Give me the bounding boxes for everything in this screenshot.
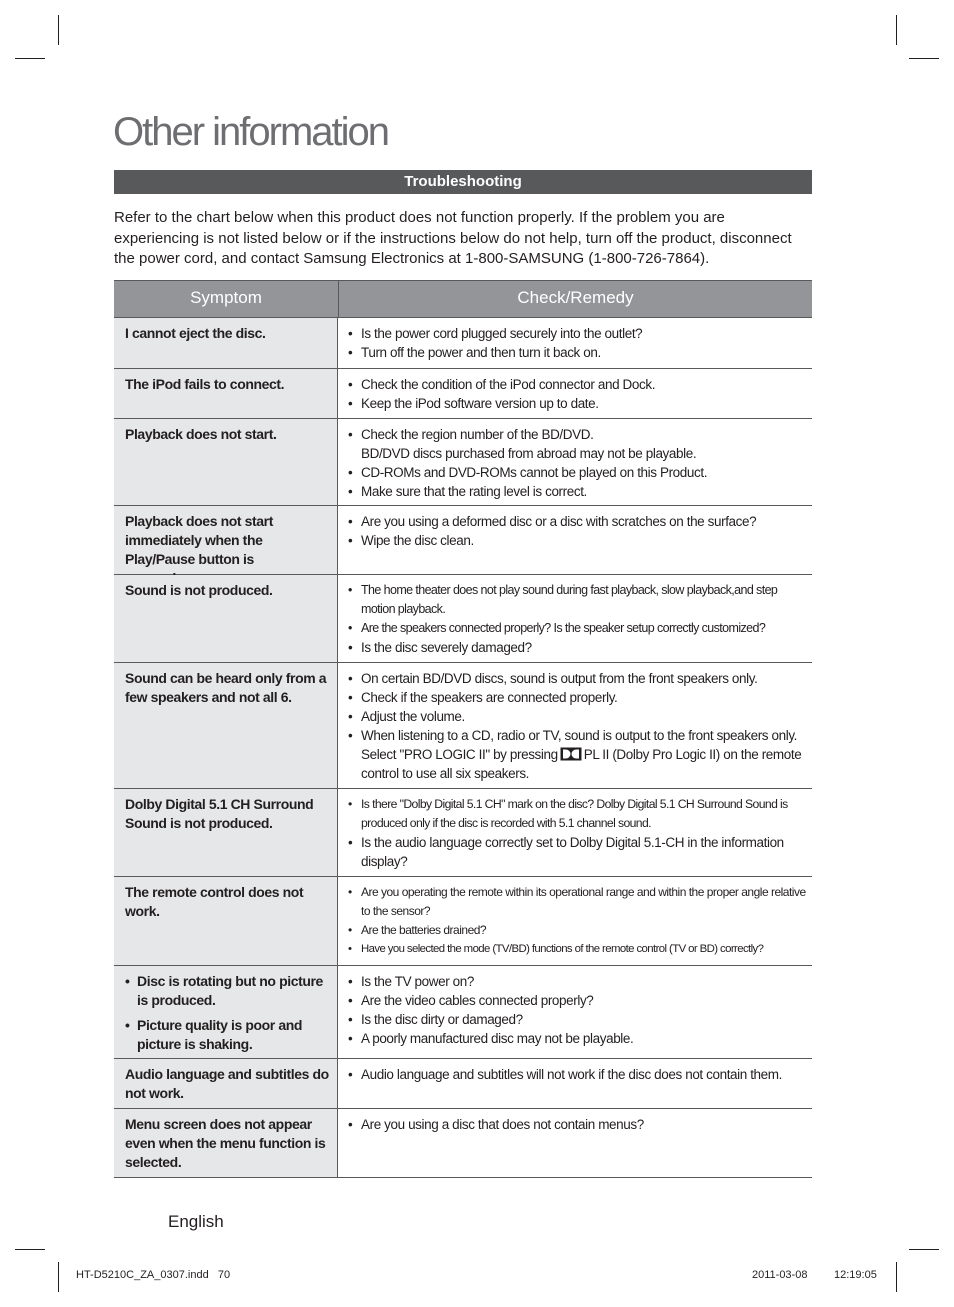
remedy-item: • Are you using a deformed disc or a disc with scratches on the surface? xyxy=(348,512,806,531)
crop-mark xyxy=(909,58,939,59)
remedy-item: • Is there "Dolby Digital 5.1 CH" mark on the disc? Dolby Digital 5.1 CH Surround Sound is produced only if the disc is recorded with 5.1 channel sound. xyxy=(348,795,806,833)
table-row xyxy=(114,789,812,877)
remedy-cell xyxy=(338,663,812,788)
symptom-cell: Dolby Digital 5.1 CH Surround Sound is not produced. xyxy=(114,789,338,876)
table-row xyxy=(114,506,812,575)
remedy-text: When listening to a CD, radio or TV, sound is output to the front speakers only. Select "PRO LOGIC II" by pressing xyxy=(361,728,798,762)
remedy-item: • The home theater does not play sound during fast playback, slow playback,and step motion playback. xyxy=(348,581,806,619)
remedy-item: • Check the condition of the iPod connector and Dock. xyxy=(348,375,806,394)
remedy-item: • Are the video cables connected properly? xyxy=(348,991,806,1010)
remedy-item: • Is the TV power on? xyxy=(348,972,806,991)
crop-mark xyxy=(15,58,45,59)
remedy-item: • Is the audio language correctly set to Dolby Digital 5.1-CH in the information display? xyxy=(348,833,806,871)
footer-date: 2011-03-08 xyxy=(752,1269,808,1281)
crop-mark xyxy=(58,1262,59,1292)
remedy-cell xyxy=(338,877,812,965)
table-row xyxy=(114,1109,812,1178)
symptom-cell: Menu screen does not appear even when the menu function is selected. xyxy=(114,1109,338,1177)
table-row xyxy=(114,575,812,663)
symptom-cell: Sound is not produced. xyxy=(114,575,338,662)
remedy-text: BD/DVD discs purchased from abroad may not be playable. xyxy=(361,446,697,461)
symptom-cell: Audio language and subtitles do not work. xyxy=(114,1059,338,1108)
remedy-item: • Are you operating the remote within its operational range and within the proper angle relative to the sensor? xyxy=(348,883,806,921)
page-title: Other information xyxy=(113,110,389,154)
remedy-text: PL II (Dolby Pro Logic II) on the remote control to use all six speakers. xyxy=(361,747,802,781)
remedy-text: Check the region number of the BD/DVD. xyxy=(361,427,594,442)
remedy-item xyxy=(348,726,806,783)
remedy-item: • Audio language and subtitles will not work if the disc does not contain them. xyxy=(348,1065,806,1084)
column-header-remedy: Check/Remedy xyxy=(517,288,634,307)
footer-time: 12:19:05 xyxy=(834,1269,877,1281)
remedy-item: • On certain BD/DVD discs, sound is output from the front speakers only. xyxy=(348,669,806,688)
footer-language: English xyxy=(168,1212,224,1231)
table-row xyxy=(114,966,812,1059)
remedy-cell xyxy=(338,1109,812,1177)
table-row xyxy=(114,877,812,966)
remedy-item: • Check if the speakers are connected properly. xyxy=(348,688,806,707)
table-row xyxy=(114,1059,812,1109)
remedy-item: • Make sure that the rating level is correct. xyxy=(348,482,806,501)
symptom-cell: Playback does not start immediately when the Play/Pause button is xyxy=(114,506,338,574)
remedy-item: • Are the batteries drained? xyxy=(348,921,806,940)
remedy-item: • Are you using a disc that does not contain menus? xyxy=(348,1115,806,1134)
intro-paragraph: Refer to the chart below when this product does not function properly. If the problem you are experiencing is not listed below or if the instructions below do not help, turn off the product, disconnect the power cord, and contact Samsung Electronics at 1-800-SAMSUNG (1-800-726-7864). xyxy=(114,209,792,267)
remedy-item: • Is the disc dirty or damaged? xyxy=(348,1010,806,1029)
symptom-cell: Playback does not start. xyxy=(114,419,338,505)
column-header-symptom: Symptom xyxy=(114,281,339,317)
remedy-item: • Adjust the volume. xyxy=(348,707,806,726)
remedy-item: • CD-ROMs and DVD-ROMs cannot be played on this Product. xyxy=(348,463,806,482)
section-title-bar: Troubleshooting xyxy=(114,170,812,194)
remedy-item: • Turn off the power and then turn it back on. xyxy=(348,343,806,362)
remedy-cell xyxy=(338,506,812,574)
table-header xyxy=(114,280,812,318)
remedy-item: • Are the speakers connected properly? Is the speaker setup correctly customized? xyxy=(348,619,806,638)
table-row xyxy=(114,663,812,789)
symptom-cell: The remote control does not work. xyxy=(114,877,338,965)
crop-mark xyxy=(896,15,897,45)
crop-mark xyxy=(15,1249,45,1250)
remedy-cell xyxy=(338,966,812,1058)
table-row xyxy=(114,318,812,369)
symptom-cell: The iPod fails to connect. xyxy=(114,369,338,418)
remedy-item: • A poorly manufactured disc may not be playable. xyxy=(348,1029,806,1048)
symptom-cell: I cannot eject the disc. xyxy=(114,318,338,368)
table-row xyxy=(114,419,812,506)
crop-mark xyxy=(896,1262,897,1292)
remedy-cell xyxy=(338,318,812,368)
symptom-cell: Sound can be heard only from a few speakers and not all 6. xyxy=(114,663,338,788)
symptom-cell xyxy=(114,966,338,1058)
troubleshooting-table xyxy=(114,280,812,1178)
remedy-cell xyxy=(338,369,812,418)
remedy-item: • Is the disc severely damaged? xyxy=(348,638,806,657)
dolby-double-d-icon xyxy=(560,747,582,761)
symptom-item: • Disc is rotating but no picture is produced. xyxy=(125,972,329,1010)
remedy-item xyxy=(348,425,806,463)
footer-file-info: HT-D5210C_ZA_0307.indd 70 xyxy=(76,1269,231,1281)
remedy-item: • Wipe the disc clean. xyxy=(348,531,806,550)
crop-mark xyxy=(58,15,59,45)
table-row xyxy=(114,369,812,419)
symptom-item: • Picture quality is poor and picture is shaking. xyxy=(125,1016,329,1054)
remedy-cell xyxy=(338,789,812,876)
remedy-cell xyxy=(338,575,812,662)
remedy-item: • Have you selected the mode (TV/BD) functions of the remote control (TV or BD) correctly? xyxy=(348,940,806,959)
remedy-item: • Keep the iPod software version up to date. xyxy=(348,394,806,413)
remedy-item: • Is the power cord plugged securely into the outlet? xyxy=(348,324,806,343)
crop-mark xyxy=(909,1249,939,1250)
remedy-cell xyxy=(338,419,812,505)
remedy-cell xyxy=(338,1059,812,1108)
